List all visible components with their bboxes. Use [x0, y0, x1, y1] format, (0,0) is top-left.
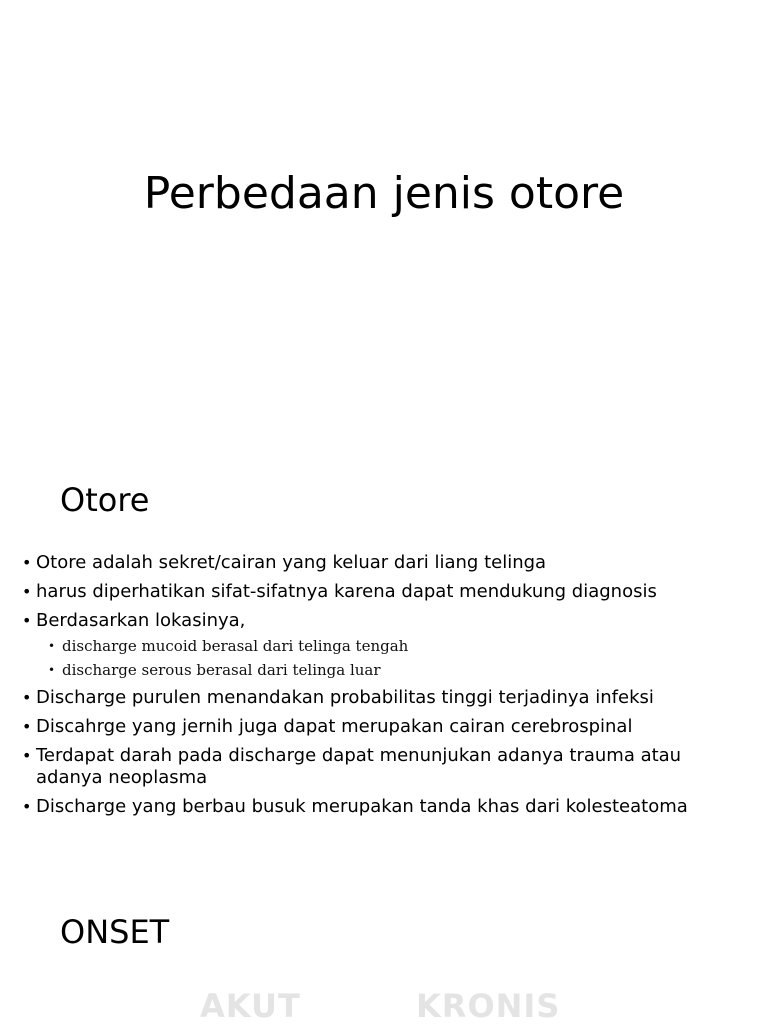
bullet-item: • harus diperhatikan sifat-sifatnya karena dapat mendukung diagnosis — [22, 581, 742, 603]
onset-heading: ONSET — [60, 913, 170, 951]
sub-bullet-item: • discharge mucoid berasal dari telinga tengah — [36, 636, 742, 656]
bullet-item-with-sublist — [22, 610, 742, 680]
bullet-item: • Discharge yang berbau busuk merupakan tanda khas dari kolesteatoma — [22, 796, 742, 818]
otore-heading: Otore — [60, 481, 150, 519]
onset-akut-label: AKUT — [200, 987, 301, 1025]
otore-bullet-list — [22, 552, 742, 825]
onset-kronis-label: KRONIS — [416, 987, 561, 1025]
onset-columns — [0, 986, 768, 1026]
sub-bullet-item: • discharge serous berasal dari telinga luar — [36, 660, 742, 680]
bullet-text: Berdasarkan lokasinya, — [36, 610, 246, 631]
bullet-item: • Discahrge yang jernih juga dapat merupakan cairan cerebrospinal — [22, 716, 742, 738]
bullet-item: • Discharge purulen menandakan probabilitas tinggi terjadinya infeksi — [22, 687, 742, 709]
sub-bullet-list — [36, 636, 742, 680]
bullet-item: • Otore adalah sekret/cairan yang keluar dari liang telinga — [22, 552, 742, 574]
slide-title: Perbedaan jenis otore — [143, 168, 625, 219]
bullet-item: • Terdapat darah pada discharge dapat menunjukan adanya trauma atau adanya neoplasma — [22, 745, 742, 789]
